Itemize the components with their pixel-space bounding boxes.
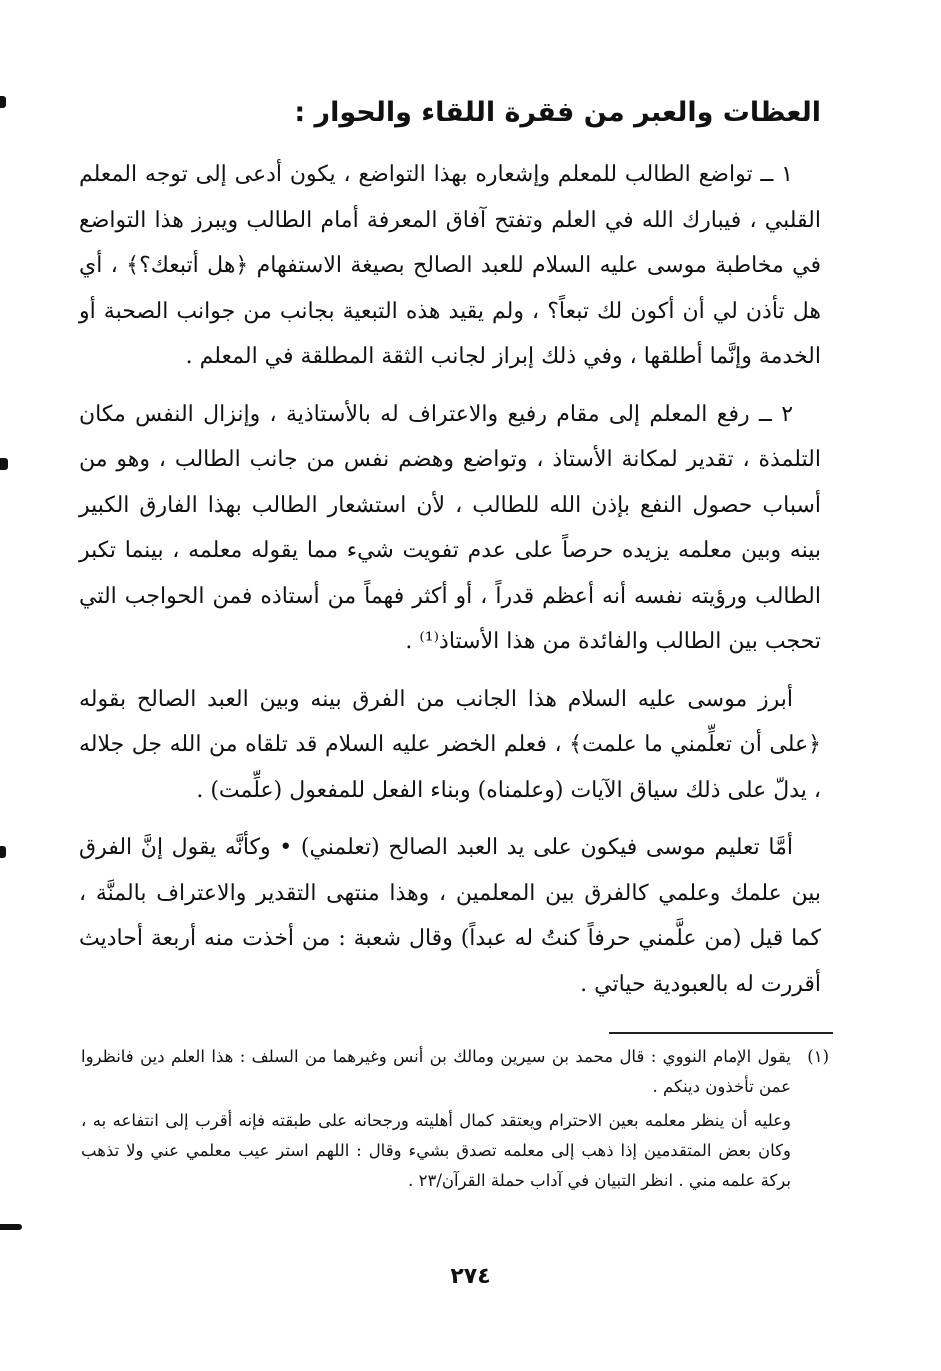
- margin-mark: [0, 96, 6, 108]
- footnote-separator: [609, 1032, 833, 1034]
- paragraph-point-2: ٢ ــ رفع المعلم إلى مقام رفيع والاعتراف له بالأستاذية ، وإنزال النفس مكان التلمذة ، تقدير لمكانة الأستاذ ، وتواضع وهضم نفس من جانب الطالب ، وهو من أسباب حصول النفع بإذن الله للطالب ، لأن استشعار الطالب بهذا الفارق الكبير بينه وبين معلمه يزيده حرصاً على عدم تفويت شيء مما يقوله معلمه ، بينما تكبر الطالب ورؤيته نفسه أنه أعظم قدراً ، أو أكثر فهماً من أستاذه فمن الحواجب التي تحجب بين الطالب والفائدة من هذا الأستاذ⁽¹⁾ .: [79, 401, 821, 654]
- paragraph-moses-teaching: أمَّا تعليم موسى فيكون على يد العبد الصالح (تعلمني) • وكأنَّه يقول إنَّ الفرق بين علمك وعلمي كالفرق بين المعلمين ، وهذا منتهى التقدير والاعتراف بالمنَّة ، كما قيل (من علَّمني حرفاً كنتُ له عبداً) وقال شعبة : من أخذت منه أربعة أحاديث أقررت له بالعبودية حياتي .: [79, 835, 821, 997]
- paragraph-moses-khidr: أبرز موسى عليه السلام هذا الجانب من الفرق بينه وبين العبد الصالح بقوله ﴿على أن تعلِّمني ما علمت﴾ ، فعلم الخضر عليه السلام قد تلقاه من الله جل جلاله ، يدلّ على ذلك سياق الآيات (وعلمناه) وبناء الفعل للمفعول (علِّمت) .: [79, 686, 821, 803]
- footnote-continuation: وعليه أن ينظر معلمه بعين الاحترام ويعتقد كمال أهليته ورجحانه على طبقته فإنه أقرب إلى انتفاعه به ، وكان بعض المتقدمين إذا ذهب إلى معلمه تصدق بشيء وقال : اللهم استر عيب معلمي عني ولا تذهب بركة علمه مني . انظر التبيان في آداب حملة القرآن/٢٣ .: [81, 1111, 791, 1190]
- footnotes: [81, 1042, 829, 1200]
- footnote-1: [81, 1042, 829, 1102]
- margin-mark: [0, 458, 8, 470]
- body-text: [79, 152, 821, 1019]
- margin-mark: [0, 846, 6, 858]
- footnote-number: (١): [807, 1047, 829, 1066]
- footnote-text: يقول الإمام النووي : قال محمد بن سيرين ومالك بن أنس وغيرهما من السلف : هذا العلم دين فانظروا عمن تأخذون دينكم .: [81, 1047, 791, 1096]
- section-heading: العظات والعبر من فقرة اللقاء والحوار :: [294, 97, 821, 128]
- page-number: ٢٧٤: [450, 1264, 491, 1289]
- margin-mark: [0, 1224, 22, 1230]
- paragraph-point-1: ١ ــ تواضع الطالب للمعلم وإشعاره بهذا التواضع ، يكون أدعى إلى توجه المعلم القلبي ، فيبارك الله في العلم وتفتح آفاق المعرفة أمام الطالب ويبرز هذا التواضع في مخاطبة موسى عليه السلام للعبد الصالح بصيغة الاستفهام ﴿هل أتبعك؟﴾ ، أي هل تأذن لي أن أكون لك تبعاً؟ ، ولم يقيد هذه التبعية بجانب من جوانب الصحبة أو الخدمة وإنَّما أطلقها ، وفي ذلك إبراز لجانب الثقة المطلقة في المعلم .: [79, 162, 821, 369]
